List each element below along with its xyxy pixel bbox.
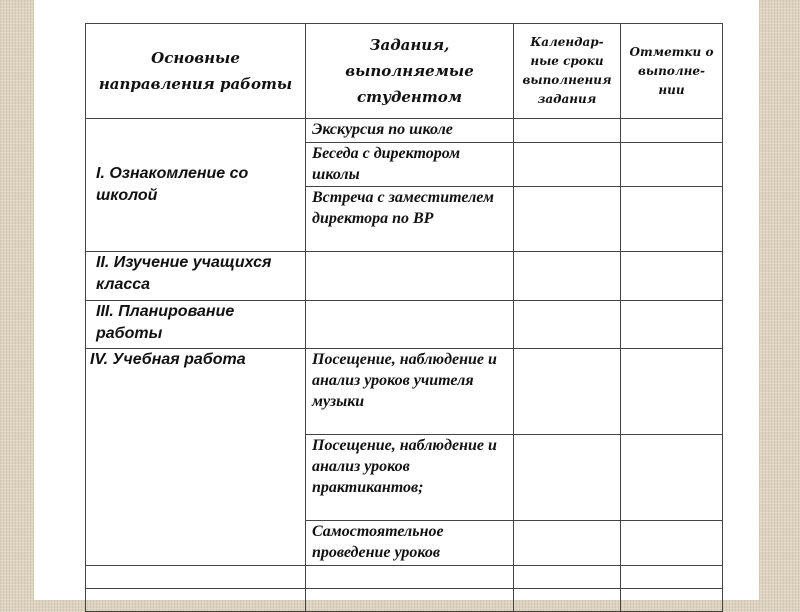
header-tasks: Задания, выполняемые студентом bbox=[306, 24, 514, 119]
task-cell: Экскурсия по школе bbox=[306, 119, 514, 143]
empty-cell[interactable] bbox=[86, 589, 306, 612]
empty-cell[interactable] bbox=[306, 566, 514, 589]
table-row bbox=[86, 349, 723, 435]
table-row bbox=[86, 119, 723, 143]
mark-cell[interactable] bbox=[621, 301, 723, 349]
date-cell[interactable] bbox=[514, 119, 621, 143]
empty-cell[interactable] bbox=[86, 566, 306, 589]
date-cell[interactable] bbox=[514, 301, 621, 349]
task-cell: Посещение, наблюдение и анализ уроков учителя музыки bbox=[306, 349, 514, 435]
date-cell[interactable] bbox=[514, 187, 621, 252]
empty-cell[interactable] bbox=[621, 589, 723, 612]
date-cell[interactable] bbox=[514, 143, 621, 187]
mark-cell[interactable] bbox=[621, 187, 723, 252]
header-dates: Календар-ные сроки выполнения задания bbox=[514, 24, 621, 119]
practice-plan-table bbox=[85, 23, 723, 612]
table-row bbox=[86, 252, 723, 301]
task-cell: Беседа с директором школы bbox=[306, 143, 514, 187]
direction-cell: I. Ознакомление со школой bbox=[86, 119, 306, 252]
date-cell[interactable] bbox=[514, 435, 621, 521]
direction-cell: II. Изучение учащихся класса bbox=[86, 252, 306, 301]
table-row bbox=[86, 589, 723, 612]
empty-cell[interactable] bbox=[514, 589, 621, 612]
mark-cell[interactable] bbox=[621, 521, 723, 566]
mark-cell[interactable] bbox=[621, 435, 723, 521]
empty-cell[interactable] bbox=[621, 566, 723, 589]
date-cell[interactable] bbox=[514, 349, 621, 435]
header-marks: Отметки о выполне-нии bbox=[621, 24, 723, 119]
direction-cell: III. Планирование работы bbox=[86, 301, 306, 349]
task-cell: Самостоятельное проведение уроков bbox=[306, 521, 514, 566]
mark-cell[interactable] bbox=[621, 252, 723, 301]
empty-cell[interactable] bbox=[306, 589, 514, 612]
date-cell[interactable] bbox=[514, 252, 621, 301]
mark-cell[interactable] bbox=[621, 119, 723, 143]
table-row bbox=[86, 566, 723, 589]
date-cell[interactable] bbox=[514, 521, 621, 566]
table-row bbox=[86, 301, 723, 349]
direction-cell: IV. Учебная работа bbox=[86, 349, 306, 566]
empty-cell[interactable] bbox=[514, 566, 621, 589]
slide bbox=[34, 0, 759, 600]
task-cell[interactable] bbox=[306, 252, 514, 301]
task-cell: Посещение, наблюдение и анализ уроков практикантов; bbox=[306, 435, 514, 521]
header-directions: Основные направления работы bbox=[86, 24, 306, 119]
mark-cell[interactable] bbox=[621, 143, 723, 187]
header-row bbox=[86, 24, 723, 119]
task-cell: Встреча с заместителем директора по ВР bbox=[306, 187, 514, 252]
task-cell[interactable] bbox=[306, 301, 514, 349]
mark-cell[interactable] bbox=[621, 349, 723, 435]
